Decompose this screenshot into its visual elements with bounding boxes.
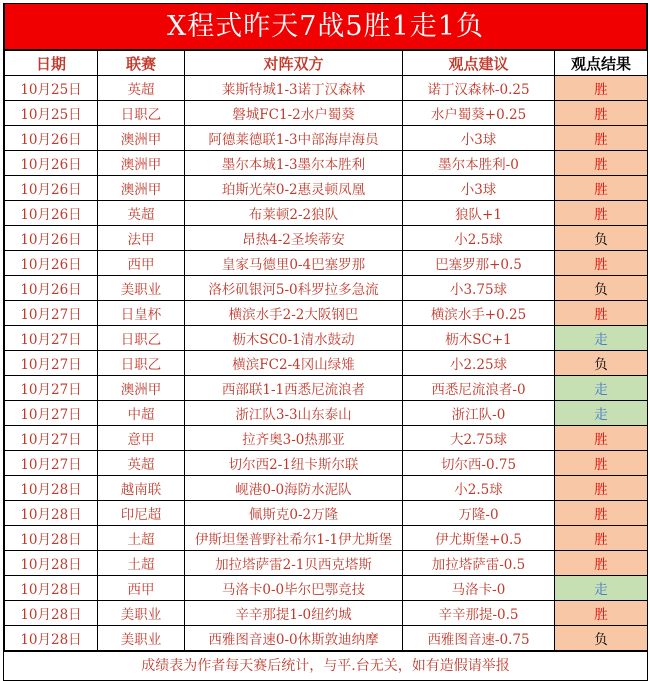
- date-cell: 10月26日: [5, 201, 98, 226]
- header-result: 观点结果: [555, 51, 648, 76]
- result-cell: 负: [555, 626, 648, 651]
- table-row: [5, 576, 648, 601]
- match-cell: 切尔西2-1纽卡斯尔联: [185, 451, 403, 476]
- match-cell: 马洛卡0-0毕尔巴鄂竞技: [185, 576, 403, 601]
- league-cell: 西甲: [98, 251, 185, 276]
- league-cell: 土超: [98, 526, 185, 551]
- date-cell: 10月27日: [5, 326, 98, 351]
- pick-cell: 浙江队-0: [403, 401, 555, 426]
- pick-cell: 狼队+1: [403, 201, 555, 226]
- match-cell: 辛辛那提1-0纽约城: [185, 601, 403, 626]
- match-cell: 布莱顿2-2狼队: [185, 201, 403, 226]
- result-cell: 胜: [555, 301, 648, 326]
- table-row: [5, 551, 648, 576]
- pick-cell: 伊尤斯堡+0.5: [403, 526, 555, 551]
- table-row: [5, 76, 648, 101]
- date-cell: 10月28日: [5, 576, 98, 601]
- pick-cell: 西雅图音速-0.75: [403, 626, 555, 651]
- result-cell: 走: [555, 401, 648, 426]
- result-cell: 胜: [555, 101, 648, 126]
- league-cell: 英超: [98, 76, 185, 101]
- pick-cell: 枥木SC+1: [403, 326, 555, 351]
- date-cell: 10月27日: [5, 351, 98, 376]
- date-cell: 10月26日: [5, 276, 98, 301]
- date-cell: 10月27日: [5, 426, 98, 451]
- date-cell: 10月28日: [5, 601, 98, 626]
- league-cell: 西甲: [98, 576, 185, 601]
- pick-cell: 万隆-0: [403, 501, 555, 526]
- result-cell: 走: [555, 576, 648, 601]
- table-row: [5, 251, 648, 276]
- pick-cell: 墨尔本胜利-0: [403, 151, 555, 176]
- pick-cell: 巴塞罗那+0.5: [403, 251, 555, 276]
- pick-cell: 小2.25球: [403, 351, 555, 376]
- result-cell: 胜: [555, 176, 648, 201]
- result-cell: 负: [555, 226, 648, 251]
- date-cell: 10月27日: [5, 451, 98, 476]
- match-cell: 莱斯特城1-3诺丁汉森林: [185, 76, 403, 101]
- table-row: [5, 151, 648, 176]
- league-cell: 英超: [98, 201, 185, 226]
- match-cell: 拉齐奥3-0热那亚: [185, 426, 403, 451]
- result-cell: 胜: [555, 526, 648, 551]
- table-row: [5, 226, 648, 251]
- date-cell: 10月28日: [5, 551, 98, 576]
- date-cell: 10月26日: [5, 226, 98, 251]
- match-cell: 磐城FC1-2水户蜀葵: [185, 101, 403, 126]
- match-cell: 墨尔本城1-3墨尔本胜利: [185, 151, 403, 176]
- header-pick: 观点建议: [403, 51, 555, 76]
- footer-note: 成绩表为作者每天赛后统计，与平.台无关，如有造假请举报: [4, 651, 647, 680]
- match-cell: 浙江队3-3山东泰山: [185, 401, 403, 426]
- table-row: [5, 476, 648, 501]
- result-cell: 走: [555, 326, 648, 351]
- league-cell: 意甲: [98, 426, 185, 451]
- pick-cell: 马洛卡-0: [403, 576, 555, 601]
- match-cell: 昂热4-2圣埃蒂安: [185, 226, 403, 251]
- sheet-title: X程式昨天7战5胜1走1负: [4, 3, 647, 50]
- match-cell: 伊斯坦堡普野社希尔1-1伊尤斯堡: [185, 526, 403, 551]
- result-cell: 胜: [555, 126, 648, 151]
- league-cell: 澳洲甲: [98, 376, 185, 401]
- league-cell: 中超: [98, 401, 185, 426]
- match-cell: 岘港0-0海防水泥队: [185, 476, 403, 501]
- table-row: [5, 426, 648, 451]
- table-row: [5, 501, 648, 526]
- league-cell: 印尼超: [98, 501, 185, 526]
- pick-cell: 切尔西-0.75: [403, 451, 555, 476]
- result-cell: 负: [555, 276, 648, 301]
- league-cell: 澳洲甲: [98, 151, 185, 176]
- league-cell: 日职乙: [98, 326, 185, 351]
- result-cell: 胜: [555, 601, 648, 626]
- table-row: [5, 526, 648, 551]
- table-row: [5, 176, 648, 201]
- league-cell: 日职乙: [98, 351, 185, 376]
- table-row: [5, 101, 648, 126]
- league-cell: 英超: [98, 451, 185, 476]
- result-cell: 胜: [555, 551, 648, 576]
- match-cell: 珀斯光荣0-2惠灵顿凤凰: [185, 176, 403, 201]
- result-cell: 胜: [555, 501, 648, 526]
- result-cell: 胜: [555, 476, 648, 501]
- table-row: [5, 626, 648, 651]
- match-cell: 皇家马德里0-4巴塞罗那: [185, 251, 403, 276]
- table-body: [5, 76, 648, 651]
- league-cell: 美职业: [98, 626, 185, 651]
- date-cell: 10月27日: [5, 376, 98, 401]
- results-table: [4, 50, 648, 651]
- match-cell: 西部联1-1西悉尼流浪者: [185, 376, 403, 401]
- result-cell: 胜: [555, 251, 648, 276]
- date-cell: 10月28日: [5, 626, 98, 651]
- result-cell: 胜: [555, 151, 648, 176]
- table-row: [5, 401, 648, 426]
- header-date: 日期: [5, 51, 98, 76]
- table-row: [5, 276, 648, 301]
- pick-cell: 小2.5球: [403, 476, 555, 501]
- header-match: 对阵双方: [185, 51, 403, 76]
- pick-cell: 西悉尼流浪者-0: [403, 376, 555, 401]
- pick-cell: 小3.75球: [403, 276, 555, 301]
- match-cell: 西雅图音速0-0休斯敦迪纳摩: [185, 626, 403, 651]
- pick-cell: 水户蜀葵+0.25: [403, 101, 555, 126]
- result-cell: 胜: [555, 451, 648, 476]
- date-cell: 10月26日: [5, 151, 98, 176]
- result-cell: 胜: [555, 76, 648, 101]
- league-cell: 澳洲甲: [98, 176, 185, 201]
- date-cell: 10月27日: [5, 301, 98, 326]
- result-cell: 胜: [555, 426, 648, 451]
- league-cell: 日皇杯: [98, 301, 185, 326]
- league-cell: 澳洲甲: [98, 126, 185, 151]
- match-cell: 横滨FC2-4冈山绿雉: [185, 351, 403, 376]
- table-row: [5, 601, 648, 626]
- result-cell: 走: [555, 376, 648, 401]
- result-cell: 胜: [555, 201, 648, 226]
- match-cell: 横滨水手2-2大阪钢巴: [185, 301, 403, 326]
- pick-cell: 小3球: [403, 176, 555, 201]
- league-cell: 日职乙: [98, 101, 185, 126]
- match-cell: 阿德莱德联1-3中部海岸海员: [185, 126, 403, 151]
- pick-cell: 诺丁汉森林-0.25: [403, 76, 555, 101]
- pick-cell: 小3球: [403, 126, 555, 151]
- table-row: [5, 451, 648, 476]
- table-row: [5, 376, 648, 401]
- date-cell: 10月26日: [5, 251, 98, 276]
- match-cell: 佩斯克0-2万隆: [185, 501, 403, 526]
- date-cell: 10月26日: [5, 126, 98, 151]
- league-cell: 土超: [98, 551, 185, 576]
- pick-cell: 大2.75球: [403, 426, 555, 451]
- table-row: [5, 351, 648, 376]
- date-cell: 10月28日: [5, 526, 98, 551]
- header-league: 联赛: [98, 51, 185, 76]
- date-cell: 10月25日: [5, 76, 98, 101]
- table-row: [5, 326, 648, 351]
- match-cell: 枥木SC0-1清水鼓动: [185, 326, 403, 351]
- pick-cell: 辛辛那提-0.5: [403, 601, 555, 626]
- pick-cell: 加拉塔萨雷-0.5: [403, 551, 555, 576]
- date-cell: 10月28日: [5, 501, 98, 526]
- date-cell: 10月27日: [5, 401, 98, 426]
- league-cell: 法甲: [98, 226, 185, 251]
- table-row: [5, 126, 648, 151]
- date-cell: 10月28日: [5, 476, 98, 501]
- league-cell: 美职业: [98, 276, 185, 301]
- results-sheet: [3, 3, 648, 681]
- match-cell: 洛杉矶银河5-0科罗拉多急流: [185, 276, 403, 301]
- match-cell: 加拉塔萨雷2-1贝西克塔斯: [185, 551, 403, 576]
- league-cell: 美职业: [98, 601, 185, 626]
- date-cell: 10月25日: [5, 101, 98, 126]
- league-cell: 越南联: [98, 476, 185, 501]
- date-cell: 10月26日: [5, 176, 98, 201]
- pick-cell: 小2.5球: [403, 226, 555, 251]
- table-row: [5, 201, 648, 226]
- header-row: [5, 51, 648, 76]
- table-row: [5, 301, 648, 326]
- result-cell: 负: [555, 351, 648, 376]
- pick-cell: 横滨水手+0.25: [403, 301, 555, 326]
